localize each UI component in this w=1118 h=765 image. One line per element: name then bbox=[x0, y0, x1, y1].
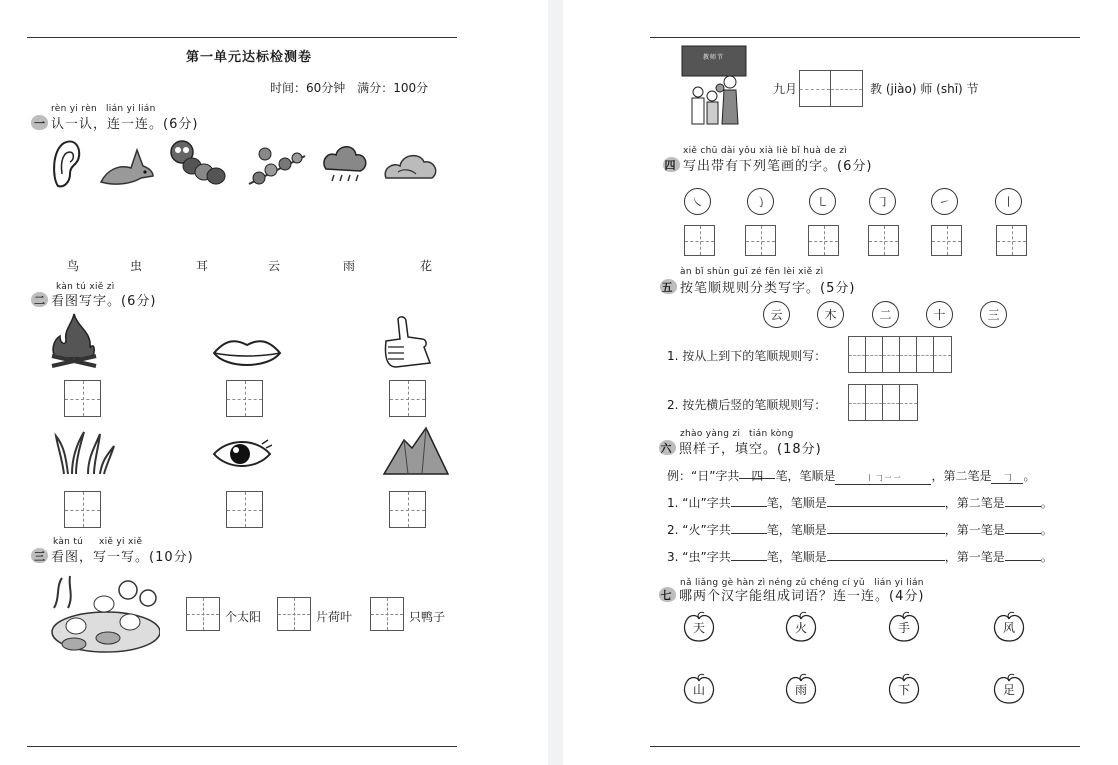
q3-heading bbox=[31, 546, 194, 565]
writing-grid[interactable] bbox=[389, 380, 426, 417]
lips-picture bbox=[210, 333, 284, 373]
q1-text: 认一认，连一连。(6分) bbox=[51, 117, 199, 132]
row-text: 笔，笔顺是 bbox=[766, 523, 827, 537]
writing-grid[interactable] bbox=[745, 225, 776, 256]
row-text: 2. “火”字共 bbox=[667, 523, 731, 537]
q1-word: 云 bbox=[268, 259, 281, 273]
example-order: 丨 𠃌 一 一 bbox=[835, 473, 931, 485]
bottom-rule bbox=[650, 746, 1080, 747]
example-stroke: 𠃌 bbox=[991, 472, 1023, 484]
stroke-circle: ㇁ bbox=[747, 188, 774, 215]
q3-text: 看图，写一写。(10分) bbox=[51, 550, 194, 565]
peach-card[interactable] bbox=[992, 611, 1026, 643]
bird-picture bbox=[97, 142, 157, 187]
rain-cloud-picture bbox=[320, 143, 370, 188]
q7-heading bbox=[659, 585, 924, 604]
blank-input[interactable] bbox=[1005, 549, 1041, 561]
writing-grid[interactable] bbox=[186, 597, 220, 631]
row-text: 。 bbox=[1040, 523, 1053, 537]
q1-word: 花 bbox=[420, 259, 433, 273]
q7-number: 七 bbox=[660, 588, 675, 602]
writing-grid[interactable] bbox=[931, 225, 962, 256]
blank-input[interactable] bbox=[731, 522, 767, 534]
cloud-picture bbox=[382, 148, 442, 186]
q3-pinyin-b: xiě yi xiě bbox=[99, 537, 143, 547]
stroke-circle: ㇑ bbox=[995, 188, 1022, 215]
blank-input[interactable] bbox=[827, 549, 945, 561]
q5-item: 1. 按从上到下的笔顺规则写： bbox=[667, 349, 827, 363]
q3-label: 个太阳 bbox=[225, 610, 262, 624]
example-count: 四 bbox=[739, 467, 775, 479]
peach-char: 下 bbox=[897, 683, 910, 697]
answer-strip[interactable] bbox=[848, 384, 918, 421]
peach-card[interactable] bbox=[992, 673, 1026, 705]
q3-label: 片荷叶 bbox=[316, 610, 353, 624]
blank-input[interactable] bbox=[827, 495, 945, 507]
hand-thumb-picture bbox=[378, 313, 433, 371]
answer-strip[interactable] bbox=[799, 70, 863, 107]
ear-picture bbox=[48, 138, 83, 190]
q4-pinyin: xiě chū dài yǒu xià liè bǐ huà de zì bbox=[683, 146, 848, 156]
peach-card[interactable] bbox=[682, 673, 716, 705]
q1-word: 虫 bbox=[130, 259, 143, 273]
q6-row bbox=[667, 548, 1053, 565]
q5-number: 五 bbox=[661, 280, 676, 294]
writing-grid[interactable] bbox=[684, 225, 715, 256]
peach-card[interactable] bbox=[784, 611, 818, 643]
row-text: 。 bbox=[1040, 550, 1053, 564]
q1-word: 鸟 bbox=[67, 259, 80, 273]
example-part: ，第二笔是 bbox=[931, 469, 992, 483]
writing-grid[interactable] bbox=[868, 225, 899, 256]
peach-char: 足 bbox=[1002, 683, 1015, 697]
example-part: 例：“日”字共 bbox=[667, 469, 740, 483]
q6-row bbox=[667, 521, 1053, 538]
char-circle: 木 bbox=[817, 301, 844, 328]
q3-number: 三 bbox=[31, 548, 48, 563]
q5-pinyin: àn bǐ shùn guī zé fēn lèi xiě zì bbox=[680, 267, 824, 277]
blank-input[interactable] bbox=[827, 522, 945, 534]
q4-heading bbox=[663, 155, 872, 174]
writing-grid[interactable] bbox=[226, 380, 263, 417]
q5-item: 2. 按先横后竖的笔顺规则写： bbox=[667, 398, 827, 412]
writing-grid[interactable] bbox=[389, 491, 426, 528]
q1-word: 雨 bbox=[343, 259, 356, 273]
q7-pinyin: nǎ liǎng gè hàn zì néng zǔ chéng cí yǔ lián yi lián bbox=[680, 578, 924, 588]
stroke-circle: ㇀ bbox=[931, 188, 958, 215]
q6-pinyin-b: tián kòng bbox=[749, 429, 794, 439]
top-rule bbox=[27, 37, 457, 38]
exam-title: 第一单元达标检测卷 bbox=[186, 50, 313, 65]
char-circle: 云 bbox=[763, 301, 790, 328]
q7-text: 哪两个汉字能组成词语？连一连。(4分) bbox=[679, 589, 925, 604]
q1-pinyin-a: rèn yi rèn bbox=[51, 104, 98, 114]
row-text: ，第二笔是 bbox=[944, 496, 1005, 510]
q3-pinyin-a: kàn tú bbox=[53, 537, 84, 547]
row-text: ，第一笔是 bbox=[944, 523, 1005, 537]
board-text: 教师节 bbox=[703, 54, 725, 61]
grass-picture bbox=[54, 428, 116, 476]
eye-picture bbox=[212, 436, 272, 472]
row-text: 3. “虫”字共 bbox=[667, 550, 731, 564]
example-part: 。 bbox=[1023, 469, 1036, 483]
q1-word: 耳 bbox=[196, 259, 209, 273]
q4-number: 四 bbox=[664, 158, 679, 172]
peach-char: 火 bbox=[794, 621, 807, 635]
q6-text: 照样子，填空。(18分) bbox=[679, 442, 822, 457]
stroke-circle: ㇄ bbox=[809, 188, 836, 215]
blank-input[interactable] bbox=[731, 495, 767, 507]
blank-input[interactable] bbox=[1005, 522, 1041, 534]
pond-ducks-picture bbox=[48, 574, 160, 654]
teacher-day-prefix: 九月 bbox=[773, 82, 798, 96]
writing-grid[interactable] bbox=[370, 597, 404, 631]
char-circle: 三 bbox=[980, 301, 1007, 328]
row-text: 1. “山”字共 bbox=[667, 496, 731, 510]
q2-text: 看图写字。(6分) bbox=[51, 294, 157, 309]
peach-card[interactable] bbox=[887, 611, 921, 643]
fire-picture bbox=[48, 310, 100, 370]
q6-heading bbox=[659, 438, 822, 457]
flower-branch-picture bbox=[245, 144, 310, 189]
writing-grid[interactable] bbox=[808, 225, 839, 256]
row-text: 笔，笔顺是 bbox=[766, 550, 827, 564]
q2-pinyin: kàn tú xiě zì bbox=[56, 282, 115, 292]
caterpillar-picture bbox=[168, 138, 233, 188]
writing-grid[interactable] bbox=[996, 225, 1027, 256]
q4-text: 写出带有下列笔画的字。(6分) bbox=[683, 159, 873, 174]
stroke-circle: ㇏ bbox=[684, 188, 711, 215]
writing-grid[interactable] bbox=[64, 491, 101, 528]
example-part: 笔，笔顺是 bbox=[775, 469, 836, 483]
teacher-day-suffix: 教 (jiào) 师 (shī) 节 bbox=[870, 82, 979, 96]
char-circle: 十 bbox=[926, 301, 953, 328]
peach-card[interactable] bbox=[887, 673, 921, 705]
peach-char: 山 bbox=[692, 683, 705, 697]
peach-card[interactable] bbox=[784, 673, 818, 705]
q6-pinyin-a: zhào yàng zi bbox=[680, 429, 741, 439]
q5-text: 按笔顺规则分类写字。(5分) bbox=[680, 281, 856, 296]
q1-number: 一 bbox=[31, 115, 48, 130]
mountain-picture bbox=[382, 426, 450, 476]
q3-label: 只鸭子 bbox=[409, 610, 446, 624]
row-text: ，第一笔是 bbox=[944, 550, 1005, 564]
q6-row bbox=[667, 494, 1053, 511]
row-text: 笔，笔顺是 bbox=[766, 496, 827, 510]
row-text: 。 bbox=[1040, 496, 1053, 510]
q6-number: 六 bbox=[660, 441, 675, 455]
left-page bbox=[0, 0, 548, 765]
peach-char: 手 bbox=[897, 621, 910, 635]
bottom-rule bbox=[27, 746, 457, 747]
blank-input[interactable] bbox=[1005, 495, 1041, 507]
peach-char: 天 bbox=[692, 621, 705, 635]
q1-heading bbox=[31, 113, 198, 132]
right-page bbox=[563, 0, 1118, 765]
stroke-circle: ㇆ bbox=[869, 188, 896, 215]
writing-grid[interactable] bbox=[226, 491, 263, 528]
peach-card[interactable] bbox=[682, 611, 716, 643]
char-circle: 二 bbox=[872, 301, 899, 328]
top-rule bbox=[650, 37, 1080, 38]
writing-grid[interactable] bbox=[64, 380, 101, 417]
q2-number: 二 bbox=[31, 292, 48, 307]
writing-grid[interactable] bbox=[277, 597, 311, 631]
blank-input[interactable] bbox=[731, 549, 767, 561]
q1-pinyin-b: lián yi lián bbox=[106, 104, 156, 114]
answer-strip[interactable] bbox=[848, 336, 952, 373]
peach-char: 风 bbox=[1002, 621, 1015, 635]
exam-meta: 时间：60分钟 满分：100分 bbox=[270, 81, 429, 95]
q2-heading bbox=[31, 290, 156, 309]
peach-char: 雨 bbox=[794, 683, 807, 697]
q5-heading bbox=[660, 277, 855, 296]
q6-example bbox=[667, 467, 1035, 485]
